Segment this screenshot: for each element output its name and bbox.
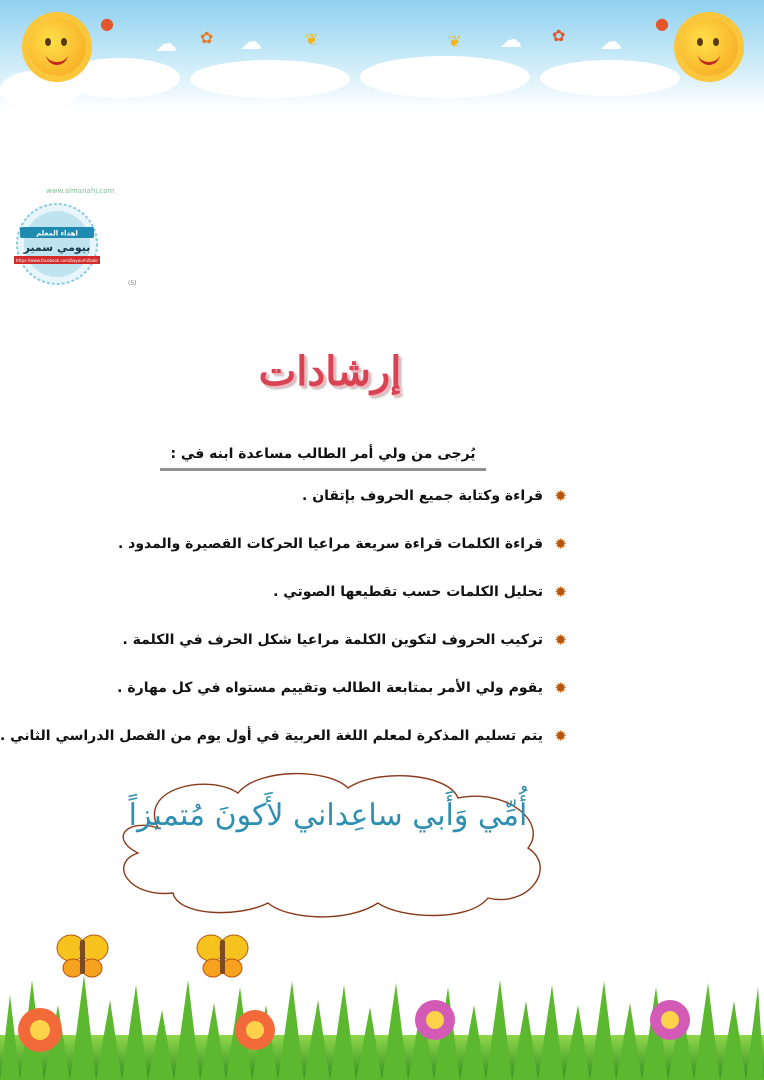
list-item	[0, 680, 567, 728]
butterfly-icon: ❦	[305, 30, 319, 49]
ladybug-icon: ●	[655, 14, 669, 33]
intro-text: يُرجى من ولي أمر الطالب مساعدة ابنه في :	[160, 446, 486, 471]
list-item-text: قراءة وكتابة جميع الحروف بإتقان .	[302, 488, 543, 504]
bullet-star-icon: ✹	[554, 727, 567, 745]
ladybug-icon: ●	[100, 14, 114, 33]
bug-icon: ✿	[552, 26, 566, 45]
bullet-star-icon: ✹	[554, 679, 567, 697]
quote-text: أُمِّي وَأَبي ساعِداني لأَكونَ مُتميزاً	[128, 798, 528, 833]
butterfly-icon	[55, 930, 110, 980]
bullet-star-icon: ✹	[554, 583, 567, 601]
list-item-text: تركيب الحروف لتكوين الكلمة مراعيا شكل الحرف في الكلمة .	[122, 632, 543, 648]
list-item	[0, 536, 567, 584]
flower-icon	[415, 1000, 455, 1040]
logo-top-text: اهداء المعلم	[36, 229, 78, 238]
page-title: إرشادات	[258, 348, 402, 395]
instructions-list	[0, 488, 567, 776]
list-item-text: يتم تسليم المذكرة لمعلم اللغة العربية في أول يوم من الفصل الدراسي الثاني .	[0, 728, 543, 744]
list-item	[0, 488, 567, 536]
grass-border	[0, 975, 764, 1080]
list-item-text: تحليل الكلمات حسب تقطيعها الصوتي .	[273, 584, 543, 600]
butterfly-icon: ❦	[448, 32, 462, 51]
cloud-icon	[360, 56, 530, 98]
bird-icon: ☁	[600, 30, 622, 55]
list-item	[0, 632, 567, 680]
flower-icon	[235, 1010, 275, 1050]
cloud-icon	[190, 60, 350, 98]
bullet-star-icon: ✹	[554, 631, 567, 649]
list-item	[0, 584, 567, 632]
sun-icon	[680, 18, 738, 76]
cloud-icon	[0, 70, 80, 110]
cloud-shape	[98, 768, 558, 918]
page-number: (5)	[128, 280, 137, 287]
teacher-logo	[14, 201, 100, 287]
bug-icon: ✿	[200, 28, 214, 47]
bullet-star-icon: ✹	[554, 487, 567, 505]
logo-link-text: https://www.facebook.com/bayoumi/bakr	[15, 258, 99, 263]
site-watermark: www.almanahj.com	[46, 187, 115, 195]
bullet-star-icon: ✹	[554, 535, 567, 553]
butterfly-icon	[195, 930, 250, 980]
sky-banner	[0, 0, 764, 110]
bird-icon: ☁	[155, 32, 177, 57]
bird-icon: ☁	[240, 30, 262, 55]
quote-cloud	[98, 768, 558, 918]
list-item-text: يقوم ولي الأمر بمتابعة الطالب وتقييم مستواه في كل مهارة .	[117, 680, 543, 696]
bird-icon: ☁	[500, 28, 522, 53]
sun-icon	[28, 18, 86, 76]
flower-icon	[650, 1000, 690, 1040]
list-item-text: قراءة الكلمات قراءة سريعة مراعيا الحركات القصيرة والمدود .	[117, 536, 543, 552]
cloud-icon	[540, 60, 680, 96]
logo-name-text: بيومي سمير	[23, 241, 91, 254]
flower-icon	[18, 1008, 62, 1052]
